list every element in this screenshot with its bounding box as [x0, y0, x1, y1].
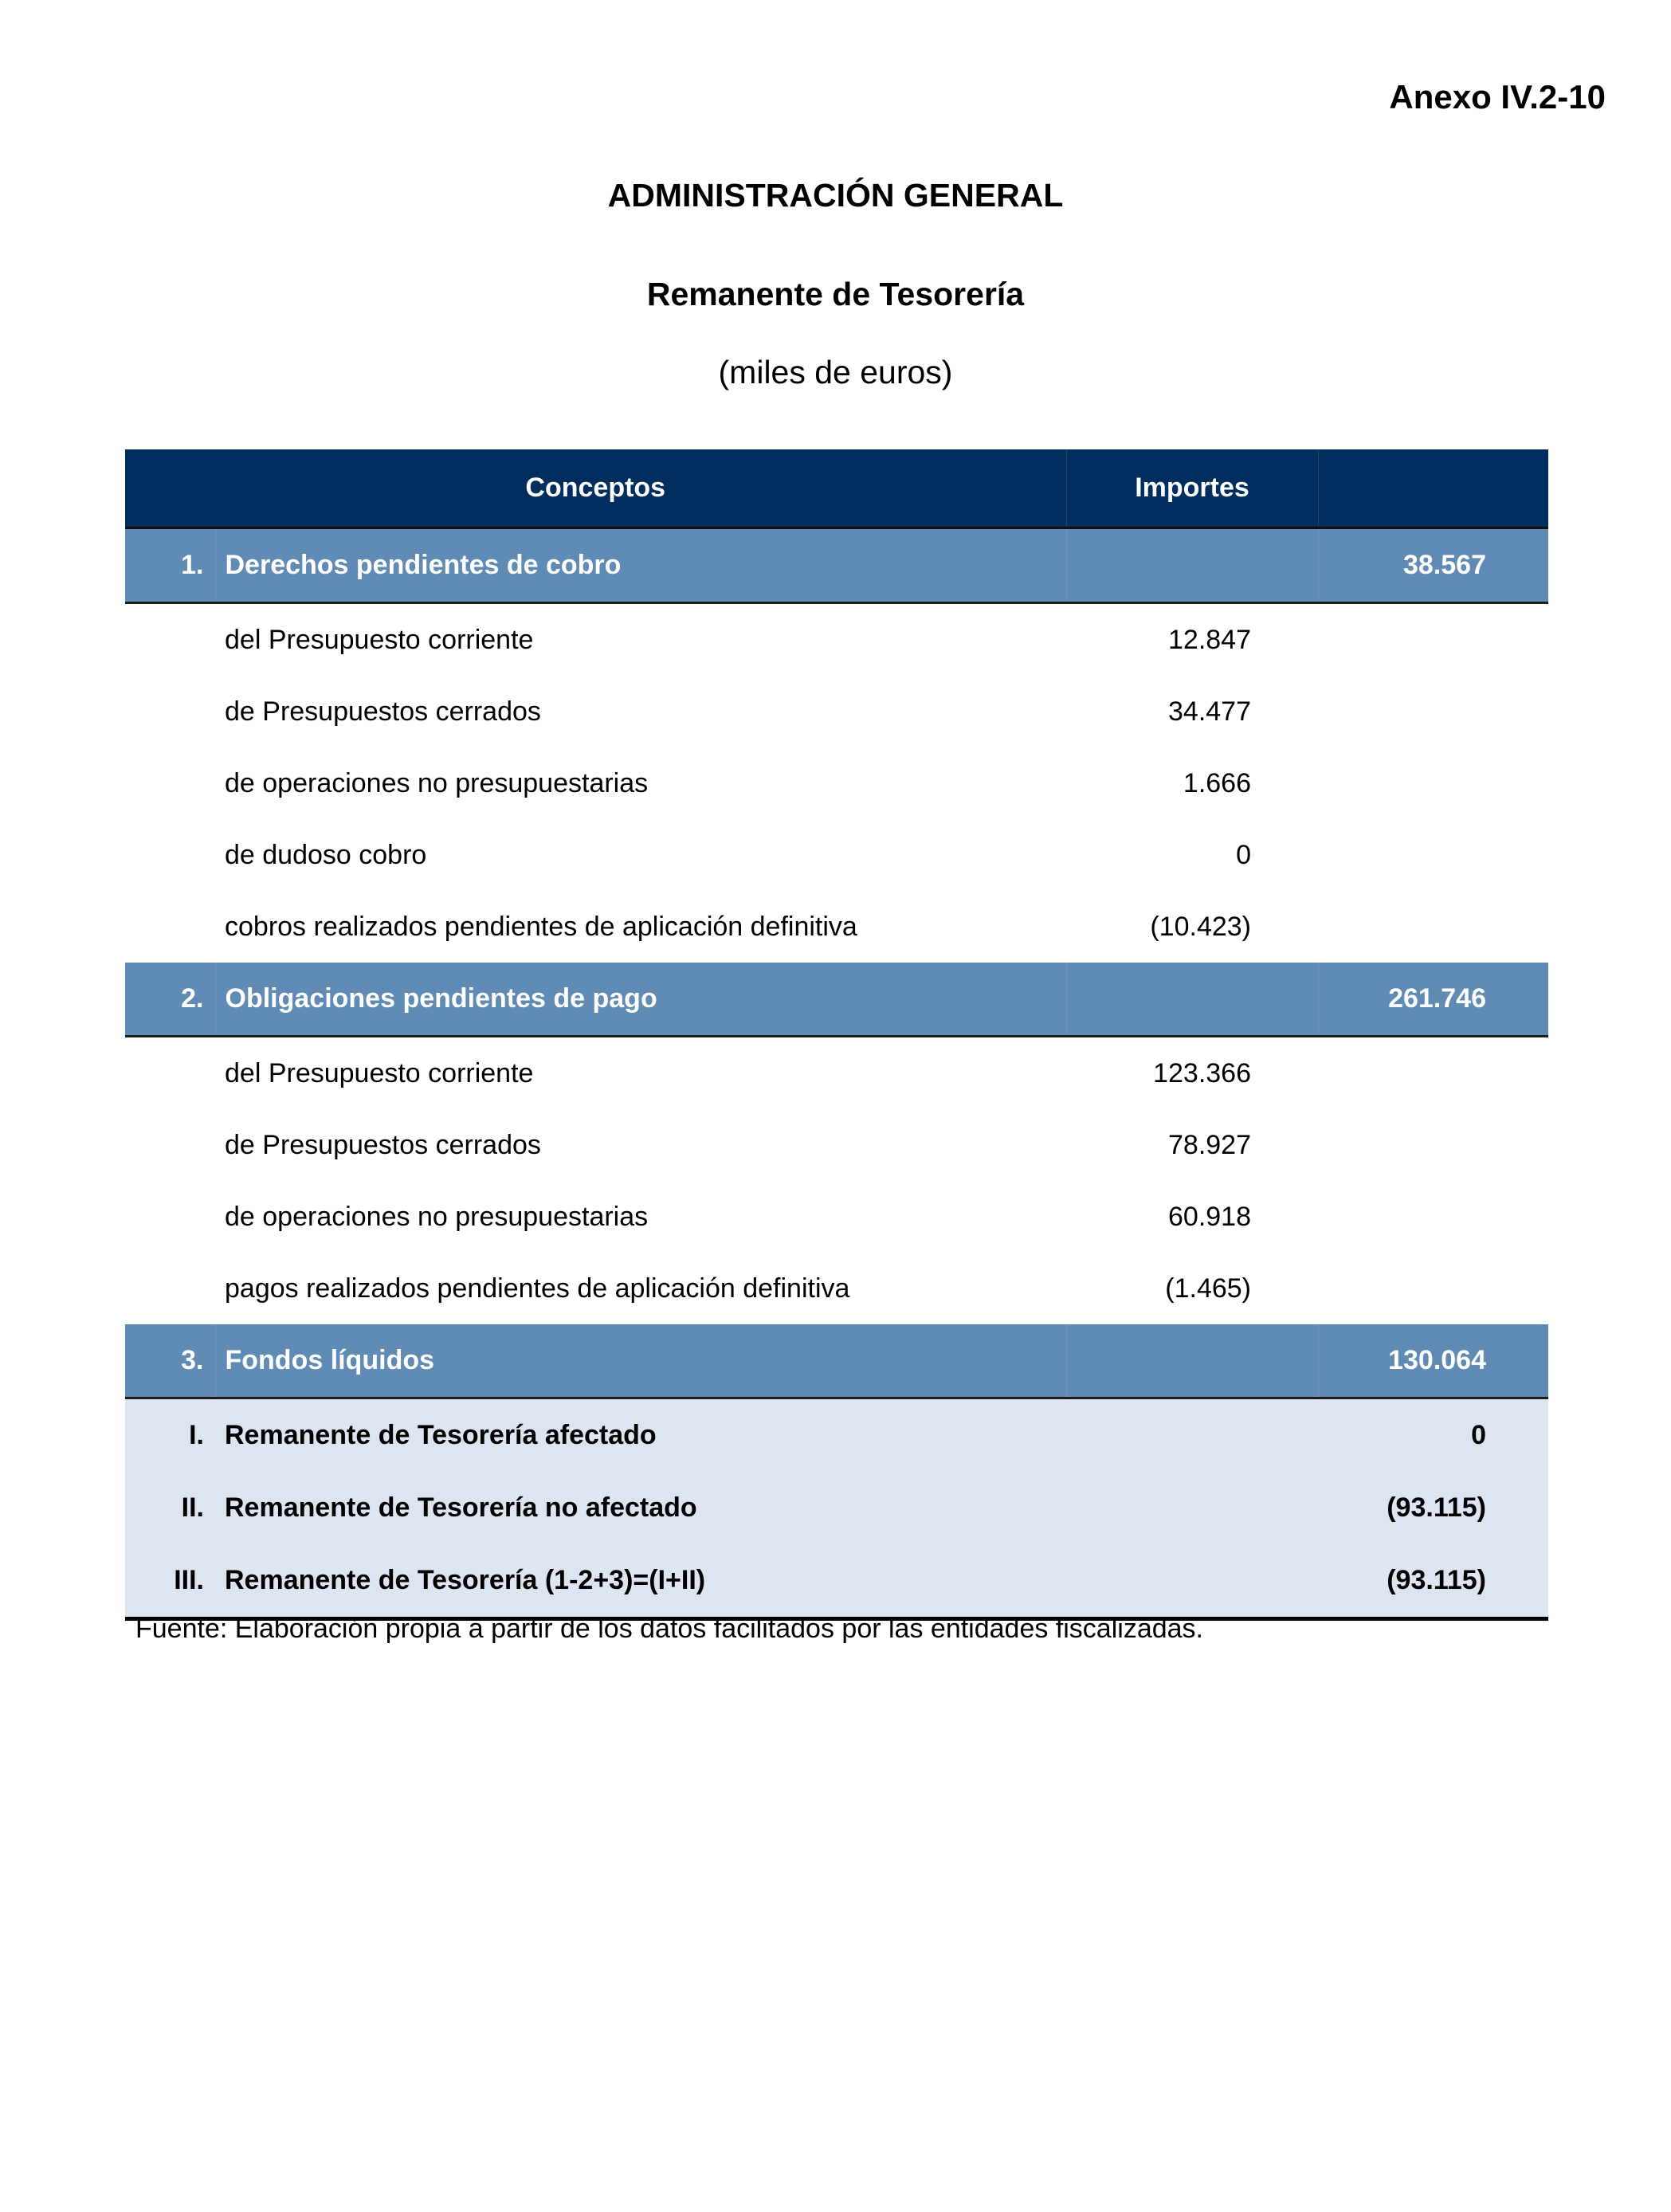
- row-label: del Presupuesto corriente: [225, 1057, 534, 1088]
- row-empty: [1318, 891, 1548, 963]
- treasury-table: [125, 449, 1548, 1621]
- header-importes: Importes: [1066, 449, 1318, 528]
- total-label: Remanente de Tesorería (1-2+3)=(I+II): [215, 1544, 1066, 1619]
- row-empty: [125, 676, 215, 747]
- section-total: 38.567: [1318, 528, 1548, 603]
- table-row: [125, 603, 1548, 677]
- row-empty: [125, 1109, 215, 1181]
- row-value: 78.927: [1168, 1129, 1251, 1160]
- row-value: 12.847: [1168, 624, 1251, 655]
- row-empty: [125, 891, 215, 963]
- units-label: (miles de euros): [718, 354, 953, 390]
- table-header: [125, 449, 1548, 528]
- row-empty: [1318, 603, 1548, 677]
- row-value: (1.465): [1165, 1273, 1251, 1304]
- row-value: 123.366: [1153, 1057, 1251, 1088]
- row-label: de dudoso cobro: [225, 839, 427, 870]
- total-row: [125, 1398, 1548, 1473]
- total-empty: [1066, 1472, 1318, 1544]
- row-empty: [125, 1037, 215, 1110]
- row-empty: [125, 747, 215, 819]
- table-row: [125, 747, 1548, 819]
- row-value: (10.423): [1150, 911, 1251, 942]
- row-empty: [1318, 747, 1548, 819]
- header-conceptos: Conceptos: [125, 449, 1066, 528]
- row-label: de operaciones no presupuestarias: [225, 1201, 649, 1232]
- row-empty: [1318, 1109, 1548, 1181]
- row-label: de Presupuestos cerrados: [225, 1129, 541, 1160]
- row-empty: [1318, 819, 1548, 891]
- total-row: [125, 1472, 1548, 1544]
- row-label: cobros realizados pendientes de aplicación definitiva: [225, 911, 857, 942]
- document-subtitle: Remanente de Tesorería: [646, 276, 1025, 312]
- row-label: pagos realizados pendientes de aplicación definitiva: [225, 1273, 850, 1304]
- total-empty: [1066, 1544, 1318, 1619]
- row-label: del Presupuesto corriente: [225, 624, 534, 655]
- total-row: [125, 1544, 1548, 1619]
- table-row: [125, 676, 1548, 747]
- section-row: [125, 963, 1548, 1037]
- total-value: 0: [1318, 1398, 1548, 1473]
- document-title: ADMINISTRACIÓN GENERAL: [607, 177, 1064, 214]
- header-empty: [1318, 449, 1548, 528]
- total-label: Remanente de Tesorería no afectado: [215, 1472, 1066, 1544]
- row-empty: [125, 603, 215, 677]
- section-number: 3.: [125, 1324, 215, 1398]
- table-row: [125, 1253, 1548, 1324]
- source-note: Fuente: Elaboración propia a partir de los datos facilitados por las entidades fiscalizadas.: [135, 1614, 1203, 1644]
- row-empty: [1318, 1253, 1548, 1324]
- section-row: [125, 528, 1548, 603]
- row-empty: [125, 1181, 215, 1253]
- section-empty: [1066, 963, 1318, 1037]
- table-row: [125, 819, 1548, 891]
- table-row: [125, 891, 1548, 963]
- row-label: de operaciones no presupuestarias: [225, 767, 649, 798]
- row-empty: [1318, 1037, 1548, 1110]
- total-number: II.: [125, 1472, 215, 1544]
- table-row: [125, 1181, 1548, 1253]
- total-number: III.: [125, 1544, 215, 1619]
- section-label: Obligaciones pendientes de pago: [215, 963, 1066, 1037]
- section-label: Fondos líquidos: [215, 1324, 1066, 1398]
- section-number: 2.: [125, 963, 215, 1037]
- section-label: Derechos pendientes de cobro: [215, 528, 1066, 603]
- section-total: 261.746: [1318, 963, 1548, 1037]
- total-number: I.: [125, 1398, 215, 1473]
- row-value: 0: [1236, 839, 1251, 870]
- row-empty: [125, 819, 215, 891]
- section-row: [125, 1324, 1548, 1398]
- annex-label: Anexo IV.2-10: [1389, 78, 1606, 116]
- total-label: Remanente de Tesorería afectado: [215, 1398, 1066, 1473]
- row-value: 1.666: [1183, 767, 1251, 798]
- total-empty: [1066, 1398, 1318, 1473]
- section-empty: [1066, 1324, 1318, 1398]
- row-empty: [1318, 1181, 1548, 1253]
- total-value: (93.115): [1318, 1472, 1548, 1544]
- table-row: [125, 1109, 1548, 1181]
- row-empty: [125, 1253, 215, 1324]
- section-total: 130.064: [1318, 1324, 1548, 1398]
- section-number: 1.: [125, 528, 215, 603]
- row-value: 34.477: [1168, 696, 1251, 727]
- row-label: de Presupuestos cerrados: [225, 696, 541, 727]
- row-empty: [1318, 676, 1548, 747]
- row-value: 60.918: [1168, 1201, 1251, 1232]
- table-row: [125, 1037, 1548, 1110]
- section-empty: [1066, 528, 1318, 603]
- total-value: (93.115): [1318, 1544, 1548, 1619]
